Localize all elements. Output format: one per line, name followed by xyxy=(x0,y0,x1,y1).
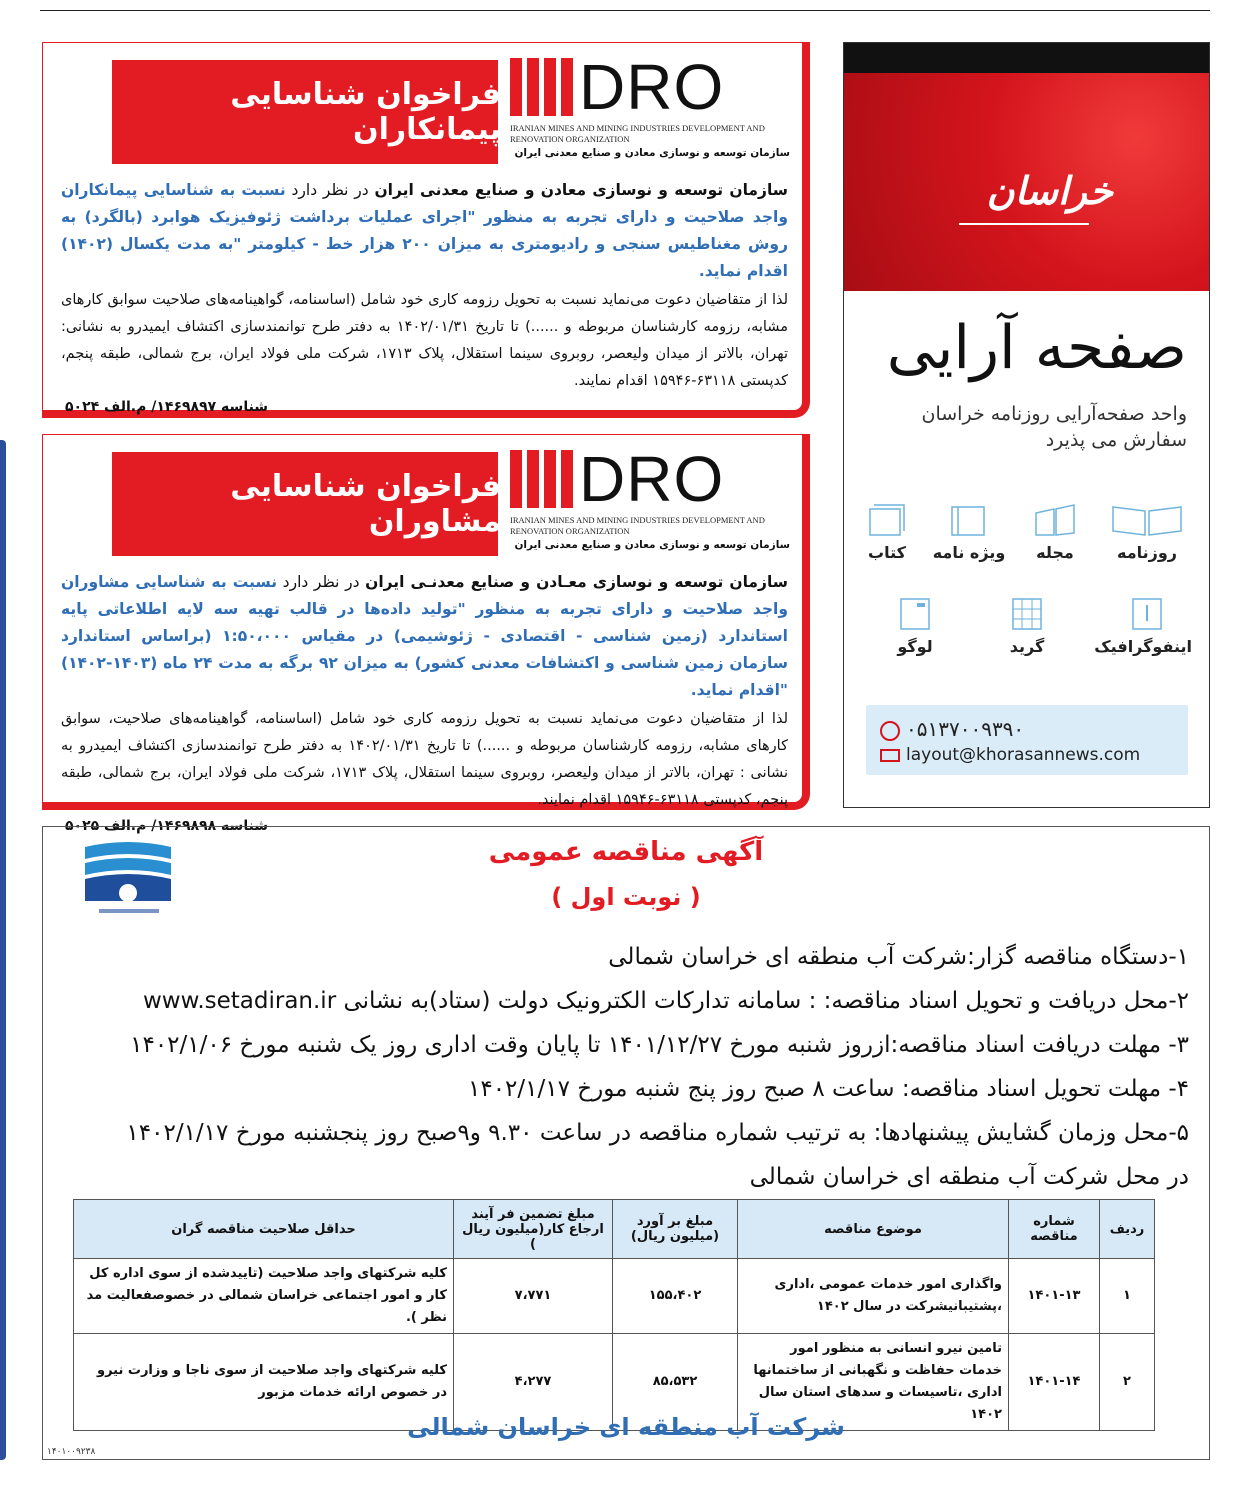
layout-service-promo xyxy=(843,42,1210,808)
special-issue-icon xyxy=(944,503,994,537)
contact-box xyxy=(866,705,1188,775)
ad-invitation: لذا از متقاضیان دعوت می‌نماید نسبت به تحویل رزومه کاری خود شامل (اساسنامه، گواهینامه‌های صلاحیت سوابق کارهای مشابه، رزومه کارشناسان مربوطه و ......) تا تاریخ ۱۴۰۲/۰۱/۳۱ به دفتر طرح توانمندسازی اکتشاف ایمیدرو به نشانی: تهران، بالاتر از میدان ولیعصر، روبروی سینما استقلال، پلاک ۱۷۱۳، شرکت ملی فولاد ایران، برج شمالی، طبقه پنجم، کدپستی ۶۳۱۱۸-۱۵۹۴۶ اقدام نمایند. xyxy=(61,292,788,389)
email-row xyxy=(880,745,1140,765)
ad-invitation: لذا از متقاضیان دعوت می‌نماید نسبت به تحویل رزومه کاری خود شامل (اساسنامه، گواهینامه‌های صلاحیت، سوابق کارهای مشابه، رزومه کارشناسان مربوطه و ......) تا تاریخ ۱۴۰۲/۰۱/۳۱ به دفتر طرح توانمندسازی اکتشاف ایمیدرو به نشانی : تهران، بالاتر از میدان ولیعصر، روبروی سینما استقلال، پلاک ۱۷۱۳، شرکت ملی فولاد ایران، برج شمالی، طبقه پنجم، کدپستی ۶۳۱۱۸-۱۵۹۴۶ اقدام نمایند. xyxy=(61,711,789,808)
service-grid: گرید xyxy=(982,597,1072,656)
logo-english: IRANIAN MINES AND MINING INDUSTRIES DEVELOPMENT AND RENOVATION ORGANIZATION xyxy=(510,123,765,144)
promo-red-panel xyxy=(844,73,1209,291)
table-row: ۱ ۱۴۰۱-۱۳ واگذاری امور خدمات عمومی ،اداری ،پشتیبانیشرکت در سال ۱۴۰۲ ۱۵۵،۴۰۲ ۷،۷۷۱ کلیه شرکتهای واجد صلاحیت (تاییدشده از سوی اداره کل کار و امور اجتماعی خراسان شمالی در خصوصفعالیت مد نظر ). xyxy=(74,1259,1155,1334)
imidro-logo xyxy=(510,443,790,561)
service-magazine: مجله xyxy=(1010,503,1100,562)
col-guarantee: مبلغ تضمین فر آیند ارجاع کار(میلیون ریال ) xyxy=(454,1200,613,1259)
tender-footer: شرکت آب منطقه ای خراسان شمالی xyxy=(407,1413,845,1441)
col-row: ردیف xyxy=(1100,1200,1155,1259)
promo-subtitle: واحد صفحه‌آرایی روزنامه خراسان سفارش می پذیرد xyxy=(921,403,1187,451)
ad-org: سازمان توسعه و نوسازی معادن و صنایع معدنی ایران xyxy=(374,181,789,199)
email-address[interactable]: layout@khorasannews.com xyxy=(906,745,1141,765)
left-edge-bar xyxy=(0,440,6,1460)
logo-text: DRO xyxy=(579,51,725,123)
logo-page-icon xyxy=(895,597,935,631)
tender-line: در محل شرکت آب منطقه ای خراسان شمالی xyxy=(749,1164,1189,1190)
ad-body xyxy=(61,177,789,415)
col-estimate: مبلغ بر آورد (میلیون ریال) xyxy=(613,1200,738,1259)
tender-table xyxy=(73,1199,1155,1431)
tender-line: ۱-دستگاه مناقصه گزار:شرکت آب منطقه ای خراسان شمالی xyxy=(608,944,1189,970)
ad-consultants xyxy=(42,434,810,834)
ad-intro: در نظر دارد xyxy=(285,181,375,199)
col-subject: موضوع مناقصه xyxy=(738,1200,1009,1259)
ad-banner: فراخوان شناسایی مشاوران xyxy=(109,449,501,559)
logo-text: DRO xyxy=(579,443,725,515)
phone-icon xyxy=(880,721,900,741)
top-rule xyxy=(40,10,1210,11)
tender-line: ۴- مهلت تحویل اسناد مناقصه: ساعت ۸ صبح روز پنج شنبه مورخ ۱۴۰۲/۱/۱۷ xyxy=(467,1076,1189,1102)
promo-black-strip xyxy=(844,43,1209,73)
logo-persian: سازمان توسعه و نوسازی معادن و صنایع معدنی ایران xyxy=(514,539,790,551)
table-row: ۲ ۱۴۰۱-۱۴ تامین نیرو انسانی به منظور امور خدمات حفاظت و نگهبانی از ساختمانها اداری ،تاسیسات و سدهای استان سال ۱۴۰۲ ۸۵،۵۳۲ ۴،۲۷۷ کلیه شرکتهای واجد صلاحیت از سوی ناجا و وزارت نیرو در خصوص ارائه خدمات مزبور xyxy=(74,1334,1155,1431)
logo-persian: سازمان توسعه و نوسازی معادن و صنایع معدنی ایران xyxy=(514,147,790,159)
service-book: کتاب xyxy=(842,503,932,562)
tender-details xyxy=(57,935,1189,1199)
promo-brand: خراسان xyxy=(986,169,1113,213)
service-icons xyxy=(864,503,1194,703)
service-infographic: اینفوگرافیک xyxy=(1102,597,1192,656)
ad-subject: نسبت به شناسایی پیمانکاران واجد صلاحیت و دارای تجربه به منظور "اجرای عملیات برداشت ژئوفیزیک هوابرد (بالگرد) به روش مغناطیس سنجی و رادیومتری به میزان ۲۰۰ هزار خط - کیلومتر "به مدت یکسال (۱۴۰۲) اقدام نماید. xyxy=(61,181,788,280)
open-book-icon xyxy=(1109,503,1185,537)
imidro-logo xyxy=(510,51,790,169)
tender-notice xyxy=(42,826,1210,1460)
mail-icon xyxy=(880,749,900,762)
service-newspaper: روزنامه xyxy=(1102,503,1192,562)
tender-line: ۵-محل وزمان گشایش پیشنهادها: به ترتیب شماره مناقصه در ساعت ۹.۳۰ و۹صبح روز پنجشنبه مورخ ۱۴۰۲/۱/۱۷ xyxy=(126,1120,1189,1146)
ad-banner: فراخوان شناسایی پیمانکاران xyxy=(109,57,501,167)
ad-subject: نسبت به شناسایی مشاوران واجد صلاحیت و دارای تجربه به منظور "تولید داده‌ها در قالب تهیه سه لایه اطلاعاتی پایه استاندارد (زمین شناسی - اقتصادی - ژئوشیمی) در مقیاس ۱:۵۰،۰۰۰ (براساس استاندارد سازمان زمین شناسی و اکتشافات معدنی کشور) به میزان ۹۲ برگه به مدت ۲۴ ماه (۱۴۰۳-۱۴۰۲) "اقدام نماید. xyxy=(61,573,789,699)
book-icon xyxy=(862,503,912,537)
ad-code: شناسه ۱۴۶۹۸۹۸/ م.الف ۵۰۲۵ xyxy=(65,818,269,834)
ad-body xyxy=(61,569,789,834)
tender-line: ۳- مهلت دریافت اسناد مناقصه:ازروز شنبه مورخ ۱۴۰۱/۱۲/۲۷ تا پایان وقت اداری روز یک شنبه مورخ ۱۴۰۲/۱/۰۶ xyxy=(130,1032,1189,1058)
logo-english: IRANIAN MINES AND MINING INDUSTRIES DEVELOPMENT AND RENOVATION ORGANIZATION xyxy=(510,515,765,536)
tender-round: ( نوبت اول ) xyxy=(551,883,701,911)
magazine-icon xyxy=(1030,503,1080,537)
tender-title: آگهی مناقصه عمومی xyxy=(488,837,764,867)
col-number: شماره مناقصه xyxy=(1009,1200,1100,1259)
ad-org: سازمان توسعه و نوسازی معـادن و صنایع معدنـی ایران xyxy=(365,573,789,591)
service-logo: لوگو xyxy=(870,597,960,656)
ad-intro: در نظر دارد xyxy=(277,573,366,591)
phone-number[interactable]: ۰۵۱۳۷۰۰۹۳۹۰ xyxy=(906,717,1025,741)
tender-line: ۲-محل دریافت و تحویل اسناد مناقصه: : سامانه تدارکات الکترونیک دولت (ستاد)به نشانی www.setadiran.ir xyxy=(143,988,1189,1014)
ad-contractors xyxy=(42,42,810,418)
promo-headline: صفحه آرایی xyxy=(886,313,1187,383)
ad-code: شناسه ۱۴۶۹۸۹۷/ م.الف ۵۰۲۴ xyxy=(65,399,269,415)
phone-row xyxy=(880,717,1024,741)
tender-code: ۱۴۰۱۰۰۹۲۳۸ xyxy=(47,1447,96,1457)
service-special-issue: ویژه نامه xyxy=(924,503,1014,562)
col-qualification: حداقل صلاحیت مناقصه گران xyxy=(74,1200,454,1259)
grid-icon xyxy=(1007,597,1047,631)
infographic-icon xyxy=(1127,597,1167,631)
